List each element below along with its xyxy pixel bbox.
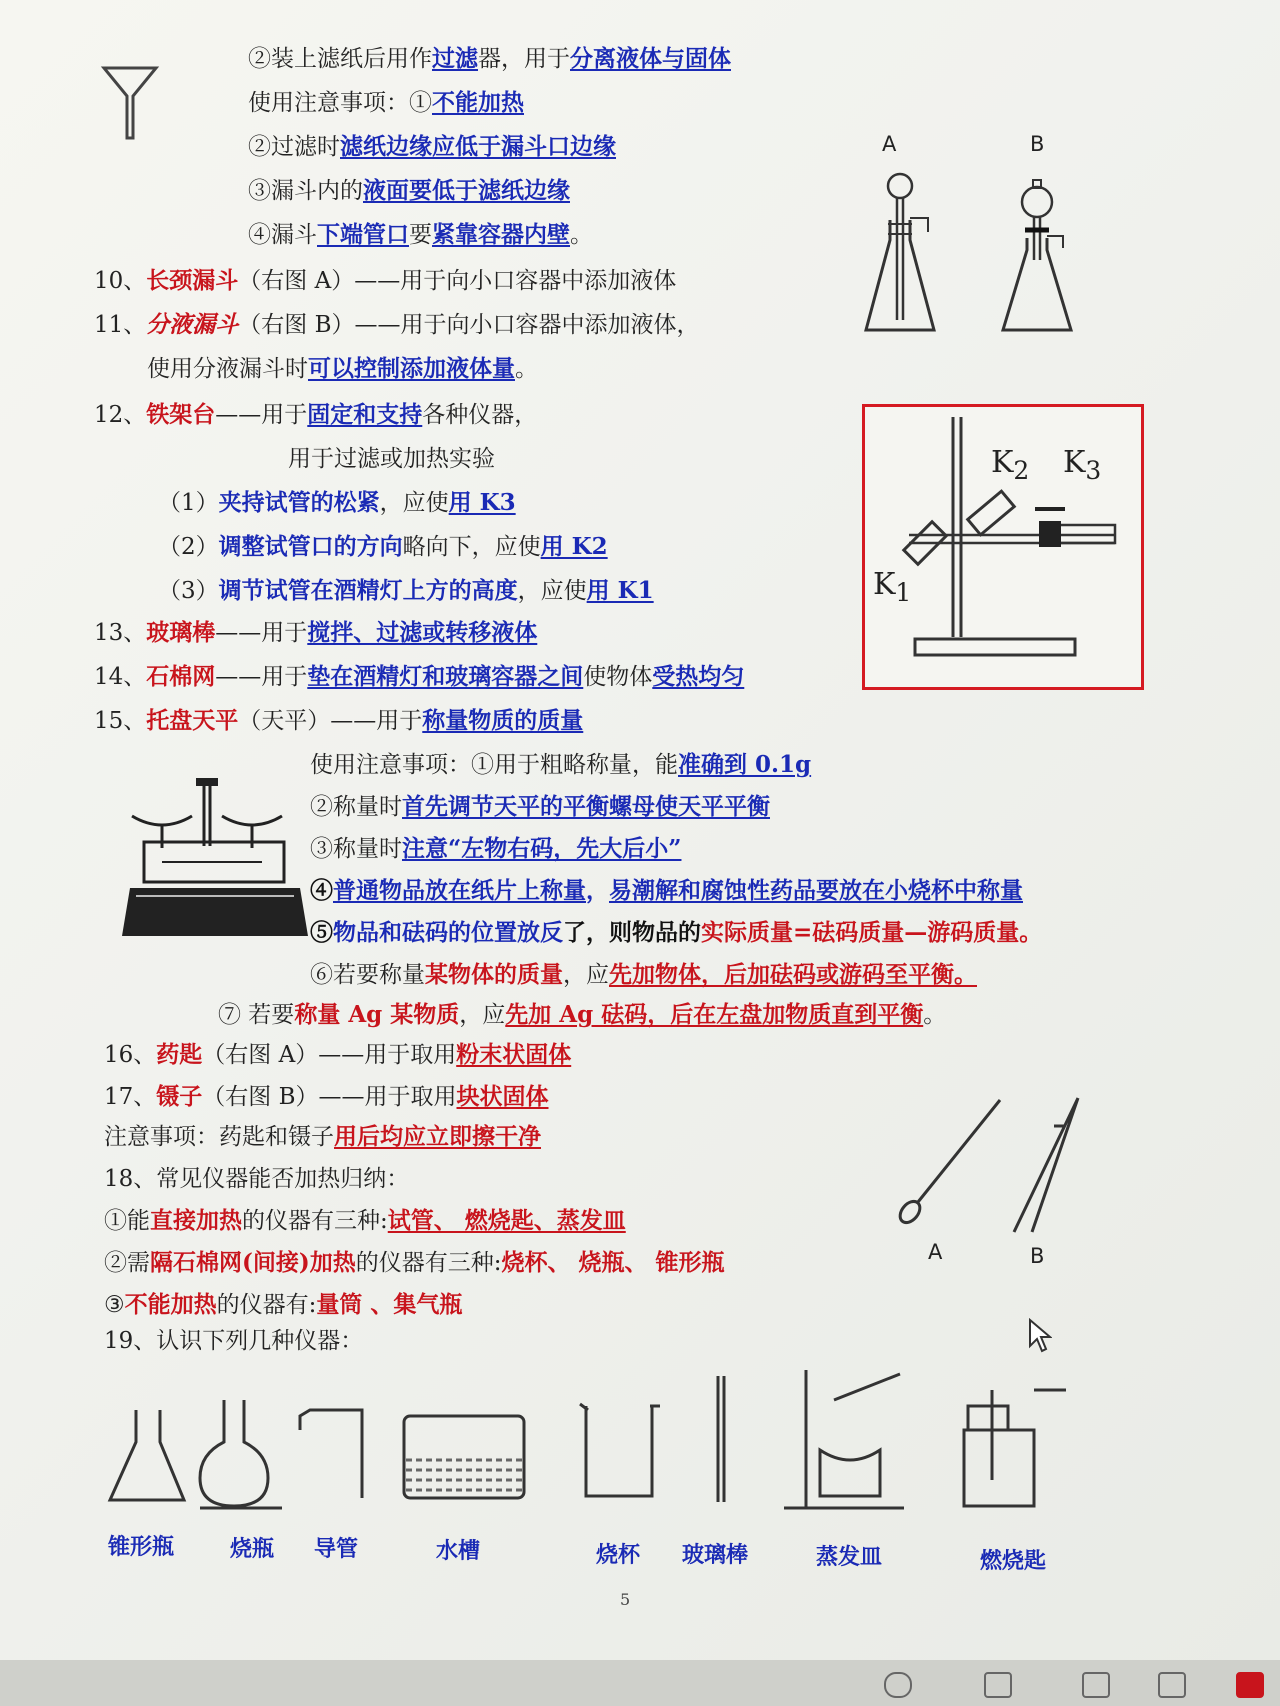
instrument-label-glass-rod: 玻璃棒 xyxy=(682,1542,749,1568)
balance-note-7: ⑦ 若要称量 Ag 某物质，应先加 Ag 砝码，后在左盘加物质直到平衡。 xyxy=(218,1001,947,1028)
page-number: 5 xyxy=(620,1590,631,1609)
item-18-line-3: ③不能加热的仪器有:量筒 、集气瓶 xyxy=(104,1291,463,1318)
item-18-line-2: ②需隔石棉网(间接)加热的仪器有三种:烧杯、 烧瓶、 锥形瓶 xyxy=(104,1249,725,1276)
item-12-line-2: 用于过滤或加热实验 xyxy=(288,446,495,472)
item-10: 10、长颈漏斗（右图 A）——用于向小口容器中添加液体 xyxy=(94,267,677,294)
taskbar xyxy=(0,1660,1280,1706)
item-12-sub-1: （1）夹持试管的松紧，应使用 K3 xyxy=(158,489,516,516)
balance-note-4: ④普通物品放在纸片上称量，易潮解和腐蚀性药品要放在小烧杯中称量 xyxy=(310,877,1023,904)
k3-label: $K_3$ xyxy=(1063,445,1102,485)
mouse-cursor-icon xyxy=(1028,1318,1052,1354)
balance-note-2: ②称量时首先调节天平的平衡螺母使天平平衡 xyxy=(310,793,770,820)
spoon-tweezers-note: 注意事项：药匙和镊子用后均应立即擦干净 xyxy=(104,1123,541,1150)
instrument-label-water-trough: 水槽 xyxy=(436,1538,481,1564)
funnel-note-2: ②过滤时滤纸边缘应低于漏斗口边缘 xyxy=(248,133,616,160)
item-13: 13、玻璃棒——用于搅拌、过滤或转移液体 xyxy=(94,619,538,646)
item-16: 16、药匙（右图 A）——用于取用粉末状固体 xyxy=(104,1041,572,1068)
item-18-line-1: ①能直接加热的仪器有三种:试管、 燃烧匙、蒸发皿 xyxy=(104,1207,626,1234)
iron-stand-figure xyxy=(862,404,1144,690)
app-icon[interactable] xyxy=(1236,1672,1264,1698)
item-15: 15、托盘天平（天平）——用于称量物质的质量 xyxy=(94,707,584,734)
item-12-sub-2: （2）调整试管口的方向略向下，应使用 K2 xyxy=(158,533,608,560)
spoon-tweezers-figure xyxy=(888,1096,1088,1236)
figure-label-b: B xyxy=(1030,132,1045,156)
funnel-note-1: 使用注意事项：①不能加热 xyxy=(248,89,524,116)
k1-label: $K_1$ xyxy=(873,567,912,607)
help-icon[interactable] xyxy=(884,1672,912,1698)
balance-note-6: ⑥若要称量某物体的质量，应先加物体，后加砝码或游码至平衡。 xyxy=(310,961,977,988)
item-14: 14、石棉网——用于垫在酒精灯和玻璃容器之间使物体受热均匀 xyxy=(94,663,745,690)
funnel-figure xyxy=(100,62,160,142)
balance-note-5: ⑤物品和砝码的位置放反了，则物品的实际质量=砝码质量—游码质量。 xyxy=(310,919,1043,946)
figure-label-a: A xyxy=(882,132,897,156)
item-19-title: 19、认识下列几种仪器： xyxy=(104,1328,364,1354)
web-layout-icon[interactable] xyxy=(1158,1672,1186,1698)
instrument-label-beaker: 烧杯 xyxy=(596,1542,641,1568)
instrument-label-conical-flask: 锥形瓶 xyxy=(108,1534,175,1560)
instruments-row-figure xyxy=(104,1370,1084,1520)
funnel-use-line: ②装上滤纸后用作过滤器，用于分离液体与固体 xyxy=(248,45,731,72)
long-neck-funnel-flask-figure xyxy=(860,170,940,340)
instrument-label-round-flask: 烧瓶 xyxy=(230,1536,275,1562)
item-18-title: 18、常见仪器能否加热归纳： xyxy=(104,1166,410,1192)
balance-figure xyxy=(122,776,308,940)
k2-label: $K_2$ xyxy=(991,445,1030,485)
item-17: 17、镊子（右图 B）——用于取用块状固体 xyxy=(104,1083,549,1110)
item-12: 12、铁架台——用于固定和支持各种仪器， xyxy=(94,401,538,428)
reading-view-icon[interactable] xyxy=(984,1672,1012,1698)
tweezers-label-b: B xyxy=(1030,1244,1045,1268)
item-11: 11、分液漏斗（右图 B）——用于向小口容器中添加液体， xyxy=(94,311,700,338)
instrument-label-tube: 导管 xyxy=(314,1536,359,1562)
spoon-label-a: A xyxy=(928,1240,943,1264)
item-11-line-2: 使用分液漏斗时可以控制添加液体量。 xyxy=(147,355,538,382)
funnel-note-3: ③漏斗内的液面要低于滤纸边缘 xyxy=(248,177,570,204)
balance-note-1: 使用注意事项：①用于粗略称量，能准确到 0.1g xyxy=(310,751,812,778)
funnel-note-4: ④漏斗下端管口要紧靠容器内壁。 xyxy=(248,221,593,248)
separatory-funnel-flask-figure xyxy=(995,170,1075,340)
print-layout-icon[interactable] xyxy=(1082,1672,1110,1698)
instrument-label-combustion-spoon: 燃烧匙 xyxy=(980,1548,1047,1574)
item-12-sub-3: （3）调节试管在酒精灯上方的高度，应使用 K1 xyxy=(158,577,654,604)
instrument-label-evaporating-dish: 蒸发皿 xyxy=(816,1544,883,1570)
balance-note-3: ③称量时注意“左物右码，先大后小” xyxy=(310,835,682,862)
